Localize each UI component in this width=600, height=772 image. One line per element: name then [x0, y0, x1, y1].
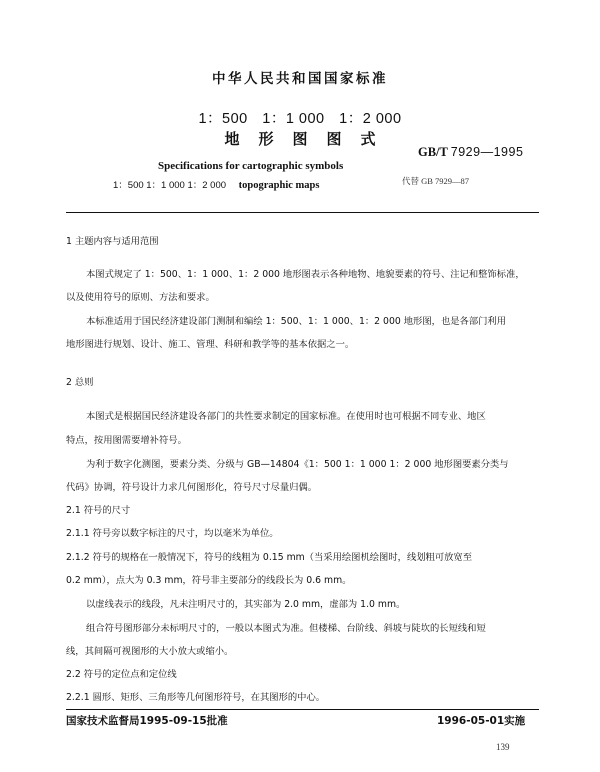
- section-1-heading: 1 主题内容与适用范围: [66, 236, 159, 247]
- scale-2: 1：1 000: [262, 111, 325, 127]
- section-2-heading: 2 总则: [66, 377, 94, 388]
- paragraph-line: 特点，按用图需要增补符号。: [66, 435, 187, 446]
- title-english-suffix: topographic maps: [238, 180, 320, 191]
- clause-2-1-1: 2.1.1 符号旁以数字标注的尺寸，均以毫米为单位。: [66, 528, 279, 539]
- page-number: 139: [496, 742, 510, 752]
- title-english-line2: [113, 177, 319, 191]
- paragraph-line: 本图式规定了 1：500、1：1 000、1：2 000 地形图表示各种地物、地貌要素的符号、注记和整饰标准，: [86, 269, 525, 280]
- paragraph-line: 0.2 mm），点大为 0.3 mm，符号非主要部分的线段长为 0.6 mm。: [66, 575, 352, 586]
- implementation-date: 1996-05-01实施: [437, 715, 526, 727]
- paragraph-line: 为利于数字化测图，要素分类、分级与 GB—14804《1：500 1：1 000 1：2 000 地形图要素分类与: [86, 459, 509, 470]
- paragraph-line: 线，其间隔可视图形的大小放大或缩小。: [66, 646, 234, 657]
- scale-3: 1：2 000: [339, 111, 402, 127]
- title-scales: [0, 107, 600, 128]
- footer-divider: [66, 709, 539, 710]
- header-divider: [66, 212, 539, 213]
- paragraph-line: 代码》协调，符号设计力求几何图形化，符号尺寸尽量归偶。: [66, 482, 318, 493]
- clause-2-2-1: 2.2.1 圆形、矩形、三角形等几何图形符号，在其图形的中心。: [66, 692, 326, 703]
- replaces-note: 代替 GB 7929—87: [402, 176, 470, 186]
- paragraph-line: 以及使用符号的原则、方法和要求。: [66, 292, 215, 303]
- paragraph-line: 本标准适用于国民经济建设部门测制和编绘 1：500、1：1 000、1：2 000 地形图，也是各部门利用: [86, 316, 507, 327]
- subsection-2-1-heading: 2.1 符号的尺寸: [66, 505, 131, 516]
- title-english: Specifications for cartographic symbols: [158, 160, 344, 172]
- paragraph-line: 地形图进行规划、设计、施工、管理、科研和教学等的基本依据之一。: [66, 339, 355, 350]
- paragraph-line: 组合符号图形部分未标明尺寸的，一般以本图式为准。但楼梯、台阶线、斜坡与陡坎的长短线和短: [86, 623, 486, 634]
- clause-2-1-2: 2.1.2 符号的规格在一般情况下，符号的线粗为 0.15 mm（当采用绘图机绘图时，线划粗可放宽至: [66, 552, 473, 563]
- paragraph-line: 以虚线表示的线段，凡未注明尺寸的，其实部为 2.0 mm，虚部为 1.0 mm。: [86, 599, 406, 610]
- standard-prefix: GB/T: [418, 145, 448, 159]
- standard-number: 7929—1995: [450, 145, 524, 159]
- title-english-scales: 1：500 1：1 000 1：2 000: [113, 180, 227, 191]
- subsection-2-2-heading: 2.2 符号的定位点和定位线: [66, 669, 177, 680]
- approval-date: 国家技术监督局1995-09-15批准: [66, 715, 228, 727]
- scale-1: 1：500: [198, 111, 248, 127]
- country-standard-heading: 中华人民共和国国家标准: [212, 71, 388, 87]
- standard-code: [418, 145, 523, 160]
- paragraph-line: 本图式是根据国民经济建设各部门的共性要求制定的国家标准。在使用时也可根据不同专业、地区: [86, 411, 486, 422]
- title-chinese: 地形图图式: [224, 130, 395, 148]
